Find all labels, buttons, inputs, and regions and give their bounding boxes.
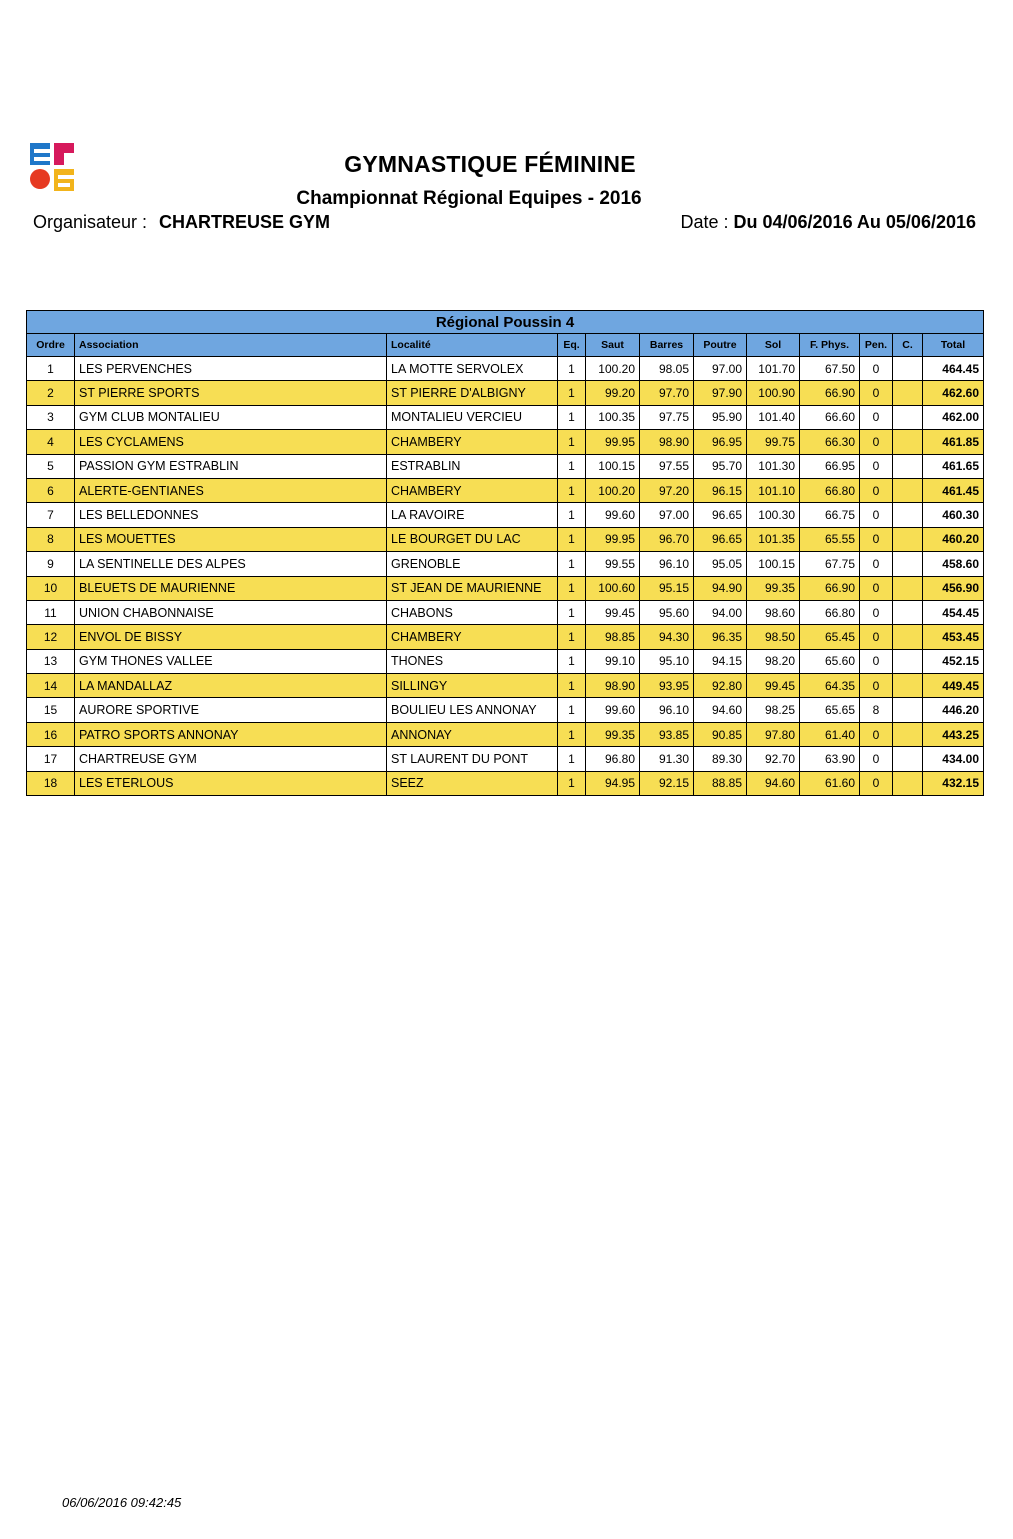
table-row bbox=[27, 454, 984, 478]
cell-sol: 99.35 bbox=[747, 576, 800, 600]
column-header: Poutre bbox=[694, 334, 747, 357]
cell-barres: 94.30 bbox=[640, 625, 694, 649]
cell-saut: 100.35 bbox=[586, 405, 640, 429]
cell-barres: 95.60 bbox=[640, 600, 694, 624]
cell-localite: SEEZ bbox=[387, 771, 558, 795]
cell-ordre: 15 bbox=[27, 698, 75, 722]
cell-ordre: 14 bbox=[27, 674, 75, 698]
cell-localite: LE BOURGET DU LAC bbox=[387, 527, 558, 551]
cell-fphys: 61.40 bbox=[800, 722, 860, 746]
cell-ordre: 10 bbox=[27, 576, 75, 600]
cell-total: 462.60 bbox=[923, 381, 984, 405]
cell-saut: 99.10 bbox=[586, 649, 640, 673]
cell-pen: 0 bbox=[860, 722, 893, 746]
cell-localite: CHAMBERY bbox=[387, 478, 558, 502]
cell-association: ENVOL DE BISSY bbox=[75, 625, 387, 649]
cell-fphys: 66.75 bbox=[800, 503, 860, 527]
cell-barres: 92.15 bbox=[640, 771, 694, 795]
cell-pen: 0 bbox=[860, 503, 893, 527]
cell-barres: 97.00 bbox=[640, 503, 694, 527]
cell-localite: CHABONS bbox=[387, 600, 558, 624]
cell-fphys: 61.60 bbox=[800, 771, 860, 795]
date-line bbox=[680, 212, 976, 233]
table-row bbox=[27, 527, 984, 551]
column-header: Sol bbox=[747, 334, 800, 357]
cell-saut: 99.45 bbox=[586, 600, 640, 624]
page-subtitle: Championnat Régional Equipes - 2016 bbox=[296, 188, 642, 209]
table-row bbox=[27, 698, 984, 722]
cell-c bbox=[893, 722, 923, 746]
cell-eq: 1 bbox=[558, 454, 586, 478]
table-row bbox=[27, 405, 984, 429]
cell-sol: 100.15 bbox=[747, 552, 800, 576]
cell-eq: 1 bbox=[558, 503, 586, 527]
column-header: C. bbox=[893, 334, 923, 357]
cell-pen: 0 bbox=[860, 454, 893, 478]
cell-pen: 0 bbox=[860, 747, 893, 771]
cell-eq: 1 bbox=[558, 625, 586, 649]
table-row bbox=[27, 649, 984, 673]
cell-poutre: 96.35 bbox=[694, 625, 747, 649]
cell-total: 464.45 bbox=[923, 357, 984, 381]
cell-association: ST PIERRE SPORTS bbox=[75, 381, 387, 405]
cell-pen: 0 bbox=[860, 600, 893, 624]
table-row bbox=[27, 357, 984, 381]
cell-pen: 0 bbox=[860, 625, 893, 649]
cell-saut: 98.90 bbox=[586, 674, 640, 698]
table-row bbox=[27, 552, 984, 576]
cell-sol: 101.35 bbox=[747, 527, 800, 551]
cell-total: 458.60 bbox=[923, 552, 984, 576]
cell-localite: GRENOBLE bbox=[387, 552, 558, 576]
cell-poutre: 95.70 bbox=[694, 454, 747, 478]
cell-c bbox=[893, 552, 923, 576]
cell-barres: 91.30 bbox=[640, 747, 694, 771]
cell-total: 456.90 bbox=[923, 576, 984, 600]
cell-eq: 1 bbox=[558, 722, 586, 746]
cell-sol: 100.90 bbox=[747, 381, 800, 405]
cell-barres: 93.85 bbox=[640, 722, 694, 746]
results-table bbox=[26, 310, 984, 796]
cell-fphys: 67.50 bbox=[800, 357, 860, 381]
cell-sol: 98.60 bbox=[747, 600, 800, 624]
cell-ordre: 11 bbox=[27, 600, 75, 624]
cell-pen: 8 bbox=[860, 698, 893, 722]
cell-saut: 100.60 bbox=[586, 576, 640, 600]
organizer-line bbox=[33, 212, 330, 233]
cell-association: PASSION GYM ESTRABLIN bbox=[75, 454, 387, 478]
cell-localite: LA MOTTE SERVOLEX bbox=[387, 357, 558, 381]
cell-poutre: 95.90 bbox=[694, 405, 747, 429]
print-timestamp: 06/06/2016 09:42:45 bbox=[62, 1495, 182, 1510]
cell-pen: 0 bbox=[860, 552, 893, 576]
cell-fphys: 65.65 bbox=[800, 698, 860, 722]
cell-pen: 0 bbox=[860, 576, 893, 600]
cell-barres: 93.95 bbox=[640, 674, 694, 698]
cell-total: 461.45 bbox=[923, 478, 984, 502]
cell-saut: 100.20 bbox=[586, 478, 640, 502]
column-header: Barres bbox=[640, 334, 694, 357]
cell-sol: 101.10 bbox=[747, 478, 800, 502]
table-row bbox=[27, 503, 984, 527]
cell-ordre: 9 bbox=[27, 552, 75, 576]
cell-c bbox=[893, 430, 923, 454]
date-label: Date : bbox=[680, 212, 729, 232]
cell-c bbox=[893, 698, 923, 722]
cell-c bbox=[893, 674, 923, 698]
cell-association: ALERTE-GENTIANES bbox=[75, 478, 387, 502]
cell-localite: LA RAVOIRE bbox=[387, 503, 558, 527]
cell-pen: 0 bbox=[860, 771, 893, 795]
cell-saut: 100.20 bbox=[586, 357, 640, 381]
cell-localite: THONES bbox=[387, 649, 558, 673]
cell-sol: 98.20 bbox=[747, 649, 800, 673]
cell-eq: 1 bbox=[558, 405, 586, 429]
cell-ordre: 7 bbox=[27, 503, 75, 527]
cell-fphys: 66.30 bbox=[800, 430, 860, 454]
column-header: Localité bbox=[387, 334, 558, 357]
cell-fphys: 65.60 bbox=[800, 649, 860, 673]
cell-poutre: 97.00 bbox=[694, 357, 747, 381]
cell-eq: 1 bbox=[558, 478, 586, 502]
cell-saut: 100.15 bbox=[586, 454, 640, 478]
cell-total: 461.85 bbox=[923, 430, 984, 454]
cell-barres: 95.10 bbox=[640, 649, 694, 673]
cell-c bbox=[893, 357, 923, 381]
cell-ordre: 1 bbox=[27, 357, 75, 381]
cell-saut: 99.95 bbox=[586, 430, 640, 454]
cell-association: LES BELLEDONNES bbox=[75, 503, 387, 527]
cell-fphys: 66.90 bbox=[800, 381, 860, 405]
cell-saut: 99.95 bbox=[586, 527, 640, 551]
cell-eq: 1 bbox=[558, 381, 586, 405]
column-header-row bbox=[27, 334, 984, 357]
cell-ordre: 17 bbox=[27, 747, 75, 771]
cell-association: LES ETERLOUS bbox=[75, 771, 387, 795]
cell-total: 461.65 bbox=[923, 454, 984, 478]
cell-eq: 1 bbox=[558, 430, 586, 454]
cell-association: AURORE SPORTIVE bbox=[75, 698, 387, 722]
cell-c bbox=[893, 771, 923, 795]
cell-ordre: 16 bbox=[27, 722, 75, 746]
cell-eq: 1 bbox=[558, 357, 586, 381]
cell-c bbox=[893, 625, 923, 649]
table-row bbox=[27, 576, 984, 600]
cell-saut: 99.35 bbox=[586, 722, 640, 746]
cell-association: BLEUETS DE MAURIENNE bbox=[75, 576, 387, 600]
cell-eq: 1 bbox=[558, 674, 586, 698]
cell-barres: 97.55 bbox=[640, 454, 694, 478]
column-header: Saut bbox=[586, 334, 640, 357]
cell-fphys: 65.45 bbox=[800, 625, 860, 649]
cell-barres: 96.10 bbox=[640, 698, 694, 722]
cell-saut: 98.85 bbox=[586, 625, 640, 649]
cell-pen: 0 bbox=[860, 527, 893, 551]
cell-total: 434.00 bbox=[923, 747, 984, 771]
cell-poutre: 94.90 bbox=[694, 576, 747, 600]
cell-localite: SILLINGY bbox=[387, 674, 558, 698]
cell-sol: 101.70 bbox=[747, 357, 800, 381]
cell-association: LES PERVENCHES bbox=[75, 357, 387, 381]
cell-total: 460.20 bbox=[923, 527, 984, 551]
cell-localite: ANNONAY bbox=[387, 722, 558, 746]
cell-poutre: 94.15 bbox=[694, 649, 747, 673]
cell-eq: 1 bbox=[558, 527, 586, 551]
cell-eq: 1 bbox=[558, 552, 586, 576]
cell-total: 460.30 bbox=[923, 503, 984, 527]
cell-ordre: 5 bbox=[27, 454, 75, 478]
cell-total: 452.15 bbox=[923, 649, 984, 673]
cell-sol: 99.45 bbox=[747, 674, 800, 698]
cell-fphys: 64.35 bbox=[800, 674, 860, 698]
cell-pen: 0 bbox=[860, 430, 893, 454]
cell-saut: 99.55 bbox=[586, 552, 640, 576]
cell-association: LA SENTINELLE DES ALPES bbox=[75, 552, 387, 576]
cell-barres: 97.75 bbox=[640, 405, 694, 429]
cell-poutre: 96.95 bbox=[694, 430, 747, 454]
cell-association: GYM THONES VALLEE bbox=[75, 649, 387, 673]
cell-c bbox=[893, 405, 923, 429]
cell-ordre: 18 bbox=[27, 771, 75, 795]
cell-fphys: 66.90 bbox=[800, 576, 860, 600]
table-row bbox=[27, 771, 984, 795]
cell-sol: 92.70 bbox=[747, 747, 800, 771]
cell-barres: 98.90 bbox=[640, 430, 694, 454]
cell-localite: ST LAURENT DU PONT bbox=[387, 747, 558, 771]
table-row bbox=[27, 430, 984, 454]
cell-poutre: 88.85 bbox=[694, 771, 747, 795]
page-title: GYMNASTIQUE FÉMININE bbox=[344, 151, 636, 177]
table-row bbox=[27, 600, 984, 624]
cell-poutre: 92.80 bbox=[694, 674, 747, 698]
cell-poutre: 90.85 bbox=[694, 722, 747, 746]
cell-ordre: 13 bbox=[27, 649, 75, 673]
cell-fphys: 66.80 bbox=[800, 478, 860, 502]
column-header: Ordre bbox=[27, 334, 75, 357]
cell-fphys: 66.95 bbox=[800, 454, 860, 478]
cell-poutre: 94.60 bbox=[694, 698, 747, 722]
cell-association: LES MOUETTES bbox=[75, 527, 387, 551]
cell-localite: BOULIEU LES ANNONAY bbox=[387, 698, 558, 722]
cell-c bbox=[893, 503, 923, 527]
cell-c bbox=[893, 649, 923, 673]
table-row bbox=[27, 747, 984, 771]
cell-saut: 96.80 bbox=[586, 747, 640, 771]
cell-fphys: 67.75 bbox=[800, 552, 860, 576]
cell-eq: 1 bbox=[558, 649, 586, 673]
cell-localite: ST JEAN DE MAURIENNE bbox=[387, 576, 558, 600]
cell-barres: 96.10 bbox=[640, 552, 694, 576]
cell-pen: 0 bbox=[860, 674, 893, 698]
cell-poutre: 97.90 bbox=[694, 381, 747, 405]
table-row bbox=[27, 674, 984, 698]
cell-sol: 98.25 bbox=[747, 698, 800, 722]
cell-total: 453.45 bbox=[923, 625, 984, 649]
cell-pen: 0 bbox=[860, 478, 893, 502]
cell-eq: 1 bbox=[558, 576, 586, 600]
cell-pen: 0 bbox=[860, 405, 893, 429]
cell-barres: 97.20 bbox=[640, 478, 694, 502]
column-header: Association bbox=[75, 334, 387, 357]
cell-ordre: 6 bbox=[27, 478, 75, 502]
cell-association: PATRO SPORTS ANNONAY bbox=[75, 722, 387, 746]
cell-association: CHARTREUSE GYM bbox=[75, 747, 387, 771]
cell-c bbox=[893, 600, 923, 624]
cell-sol: 98.50 bbox=[747, 625, 800, 649]
cell-saut: 99.60 bbox=[586, 503, 640, 527]
cell-localite: MONTALIEU VERCIEU bbox=[387, 405, 558, 429]
cell-ordre: 2 bbox=[27, 381, 75, 405]
cell-localite: ESTRABLIN bbox=[387, 454, 558, 478]
cell-fphys: 63.90 bbox=[800, 747, 860, 771]
cell-c bbox=[893, 478, 923, 502]
cell-localite: CHAMBERY bbox=[387, 625, 558, 649]
column-header: Pen. bbox=[860, 334, 893, 357]
cell-c bbox=[893, 576, 923, 600]
organizer-value: CHARTREUSE GYM bbox=[159, 212, 331, 232]
cell-sol: 101.40 bbox=[747, 405, 800, 429]
cell-association: LA MANDALLAZ bbox=[75, 674, 387, 698]
cell-association: GYM CLUB MONTALIEU bbox=[75, 405, 387, 429]
cell-eq: 1 bbox=[558, 771, 586, 795]
cell-c bbox=[893, 454, 923, 478]
cell-total: 462.00 bbox=[923, 405, 984, 429]
cell-total: 454.45 bbox=[923, 600, 984, 624]
cell-saut: 94.95 bbox=[586, 771, 640, 795]
cell-fphys: 66.60 bbox=[800, 405, 860, 429]
table-row bbox=[27, 625, 984, 649]
cell-barres: 97.70 bbox=[640, 381, 694, 405]
column-header: Total bbox=[923, 334, 984, 357]
cell-fphys: 66.80 bbox=[800, 600, 860, 624]
cell-barres: 98.05 bbox=[640, 357, 694, 381]
cell-pen: 0 bbox=[860, 357, 893, 381]
cell-eq: 1 bbox=[558, 698, 586, 722]
cell-association: UNION CHABONNAISE bbox=[75, 600, 387, 624]
cell-poutre: 95.05 bbox=[694, 552, 747, 576]
cell-sol: 99.75 bbox=[747, 430, 800, 454]
category-header: Régional Poussin 4 bbox=[27, 311, 984, 334]
cell-total: 446.20 bbox=[923, 698, 984, 722]
cell-sol: 94.60 bbox=[747, 771, 800, 795]
column-header: Eq. bbox=[558, 334, 586, 357]
cell-ordre: 8 bbox=[27, 527, 75, 551]
cell-c bbox=[893, 381, 923, 405]
cell-association: LES CYCLAMENS bbox=[75, 430, 387, 454]
cell-pen: 0 bbox=[860, 649, 893, 673]
cell-pen: 0 bbox=[860, 381, 893, 405]
cell-saut: 99.60 bbox=[586, 698, 640, 722]
cell-barres: 95.15 bbox=[640, 576, 694, 600]
cell-eq: 1 bbox=[558, 600, 586, 624]
cell-poutre: 96.15 bbox=[694, 478, 747, 502]
cell-ordre: 4 bbox=[27, 430, 75, 454]
cell-fphys: 65.55 bbox=[800, 527, 860, 551]
column-header: F. Phys. bbox=[800, 334, 860, 357]
organizer-label: Organisateur : bbox=[33, 212, 148, 232]
cell-saut: 99.20 bbox=[586, 381, 640, 405]
cell-ordre: 12 bbox=[27, 625, 75, 649]
cell-eq: 1 bbox=[558, 747, 586, 771]
cell-poutre: 94.00 bbox=[694, 600, 747, 624]
cell-poutre: 96.65 bbox=[694, 503, 747, 527]
table-row bbox=[27, 478, 984, 502]
cell-sol: 100.30 bbox=[747, 503, 800, 527]
cell-c bbox=[893, 747, 923, 771]
cell-localite: ST PIERRE D'ALBIGNY bbox=[387, 381, 558, 405]
cell-ordre: 3 bbox=[27, 405, 75, 429]
table-row bbox=[27, 381, 984, 405]
cell-total: 449.45 bbox=[923, 674, 984, 698]
cell-barres: 96.70 bbox=[640, 527, 694, 551]
cell-c bbox=[893, 527, 923, 551]
cell-sol: 101.30 bbox=[747, 454, 800, 478]
cell-sol: 97.80 bbox=[747, 722, 800, 746]
table-row bbox=[27, 722, 984, 746]
cell-poutre: 96.65 bbox=[694, 527, 747, 551]
cell-poutre: 89.30 bbox=[694, 747, 747, 771]
cell-localite: CHAMBERY bbox=[387, 430, 558, 454]
cell-total: 432.15 bbox=[923, 771, 984, 795]
date-value: Du 04/06/2016 Au 05/06/2016 bbox=[733, 212, 976, 232]
cell-total: 443.25 bbox=[923, 722, 984, 746]
